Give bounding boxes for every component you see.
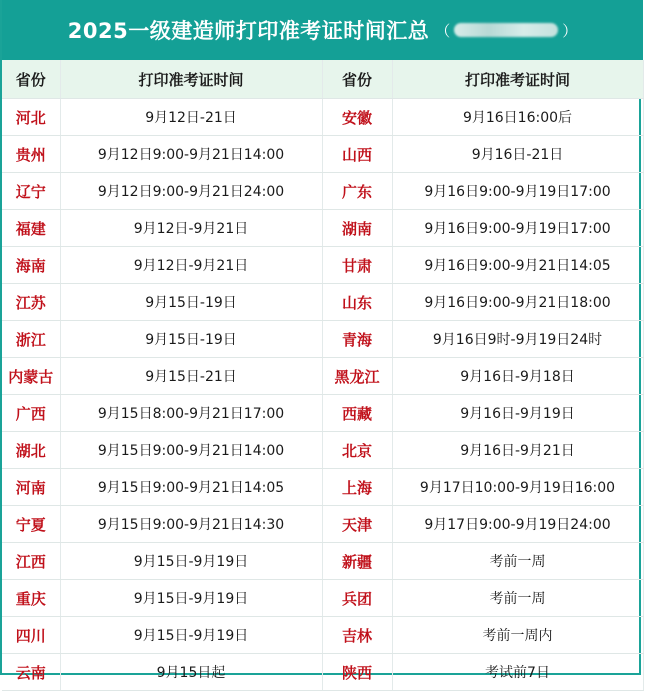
paren-open: （ <box>435 21 451 40</box>
province-cell: 贵州 <box>2 136 60 173</box>
table-row <box>2 136 643 173</box>
province-cell: 湖北 <box>2 432 60 469</box>
province-cell: 上海 <box>322 469 392 506</box>
time-cell: 9月15日-19日 <box>60 321 322 358</box>
time-cell: 9月15日-9月19日 <box>60 617 322 654</box>
time-cell: 9月12日9:00-9月21日14:00 <box>60 136 322 173</box>
province-cell: 天津 <box>322 506 392 543</box>
time-cell: 考试前7日 <box>392 654 643 691</box>
time-cell: 考前一周 <box>392 580 643 617</box>
header-time-right: 打印准考证时间 <box>392 60 643 99</box>
province-cell: 陕西 <box>322 654 392 691</box>
table-row <box>2 247 643 284</box>
time-cell: 9月16日9时-9月19日24时 <box>392 321 643 358</box>
time-cell: 9月15日9:00-9月21日14:00 <box>60 432 322 469</box>
time-cell: 9月12日-9月21日 <box>60 210 322 247</box>
time-cell: 9月17日9:00-9月19日24:00 <box>392 506 643 543</box>
header-time-left: 打印准考证时间 <box>60 60 322 99</box>
province-cell: 湖南 <box>322 210 392 247</box>
page-title: 2025一级建造师打印准考证时间汇总 <box>67 19 430 43</box>
province-cell: 黑龙江 <box>322 358 392 395</box>
title-bar <box>2 0 643 60</box>
table-row <box>2 395 643 432</box>
time-cell: 9月12日-21日 <box>60 99 322 136</box>
province-cell: 广西 <box>2 395 60 432</box>
province-cell: 吉林 <box>322 617 392 654</box>
header-province-right: 省份 <box>322 60 392 99</box>
province-cell: 广东 <box>322 173 392 210</box>
blurred-source-mask <box>454 23 558 37</box>
time-cell: 9月12日-9月21日 <box>60 247 322 284</box>
title-note <box>435 20 577 41</box>
province-cell: 内蒙古 <box>2 358 60 395</box>
table-row <box>2 617 643 654</box>
time-cell: 9月15日起 <box>60 654 322 691</box>
header-row <box>2 60 643 99</box>
province-cell: 江苏 <box>2 284 60 321</box>
province-cell: 海南 <box>2 247 60 284</box>
time-cell: 9月16日9:00-9月21日18:00 <box>392 284 643 321</box>
province-cell: 安徽 <box>322 99 392 136</box>
province-cell: 北京 <box>322 432 392 469</box>
table-row <box>2 358 643 395</box>
time-cell: 9月12日9:00-9月21日24:00 <box>60 173 322 210</box>
province-cell: 河北 <box>2 99 60 136</box>
province-cell: 青海 <box>322 321 392 358</box>
table-row <box>2 506 643 543</box>
province-cell: 新疆 <box>322 543 392 580</box>
paren-close: ） <box>562 21 578 40</box>
province-cell: 辽宁 <box>2 173 60 210</box>
province-cell: 云南 <box>2 654 60 691</box>
table-row <box>2 99 643 136</box>
time-cell: 9月16日9:00-9月19日17:00 <box>392 173 643 210</box>
time-cell: 9月16日16:00后 <box>392 99 643 136</box>
province-cell: 宁夏 <box>2 506 60 543</box>
province-cell: 四川 <box>2 617 60 654</box>
province-cell: 甘肃 <box>322 247 392 284</box>
time-cell: 考前一周 <box>392 543 643 580</box>
time-cell: 9月15日9:00-9月21日14:05 <box>60 469 322 506</box>
table-row <box>2 580 643 617</box>
table-row <box>2 432 643 469</box>
time-cell: 9月17日10:00-9月19日16:00 <box>392 469 643 506</box>
province-cell: 山东 <box>322 284 392 321</box>
table-row <box>2 543 643 580</box>
province-cell: 兵团 <box>322 580 392 617</box>
time-cell: 9月15日-9月19日 <box>60 580 322 617</box>
table-row <box>2 654 643 691</box>
table-row <box>2 173 643 210</box>
province-cell: 江西 <box>2 543 60 580</box>
time-cell: 9月15日9:00-9月21日14:30 <box>60 506 322 543</box>
schedule-table <box>2 60 644 691</box>
time-cell: 考前一周内 <box>392 617 643 654</box>
province-cell: 河南 <box>2 469 60 506</box>
header-province-left: 省份 <box>2 60 60 99</box>
time-cell: 9月15日8:00-9月21日17:00 <box>60 395 322 432</box>
time-cell: 9月15日-9月19日 <box>60 543 322 580</box>
time-cell: 9月16日-9月19日 <box>392 395 643 432</box>
province-cell: 山西 <box>322 136 392 173</box>
time-cell: 9月16日-9月18日 <box>392 358 643 395</box>
time-cell: 9月16日-21日 <box>392 136 643 173</box>
province-cell: 福建 <box>2 210 60 247</box>
table-row <box>2 210 643 247</box>
province-cell: 西藏 <box>322 395 392 432</box>
time-cell: 9月16日9:00-9月19日17:00 <box>392 210 643 247</box>
time-cell: 9月16日-9月21日 <box>392 432 643 469</box>
table-row <box>2 284 643 321</box>
table-row <box>2 469 643 506</box>
time-cell: 9月15日-21日 <box>60 358 322 395</box>
time-cell: 9月15日-19日 <box>60 284 322 321</box>
table-row <box>2 321 643 358</box>
province-cell: 浙江 <box>2 321 60 358</box>
time-cell: 9月16日9:00-9月21日14:05 <box>392 247 643 284</box>
province-cell: 重庆 <box>2 580 60 617</box>
